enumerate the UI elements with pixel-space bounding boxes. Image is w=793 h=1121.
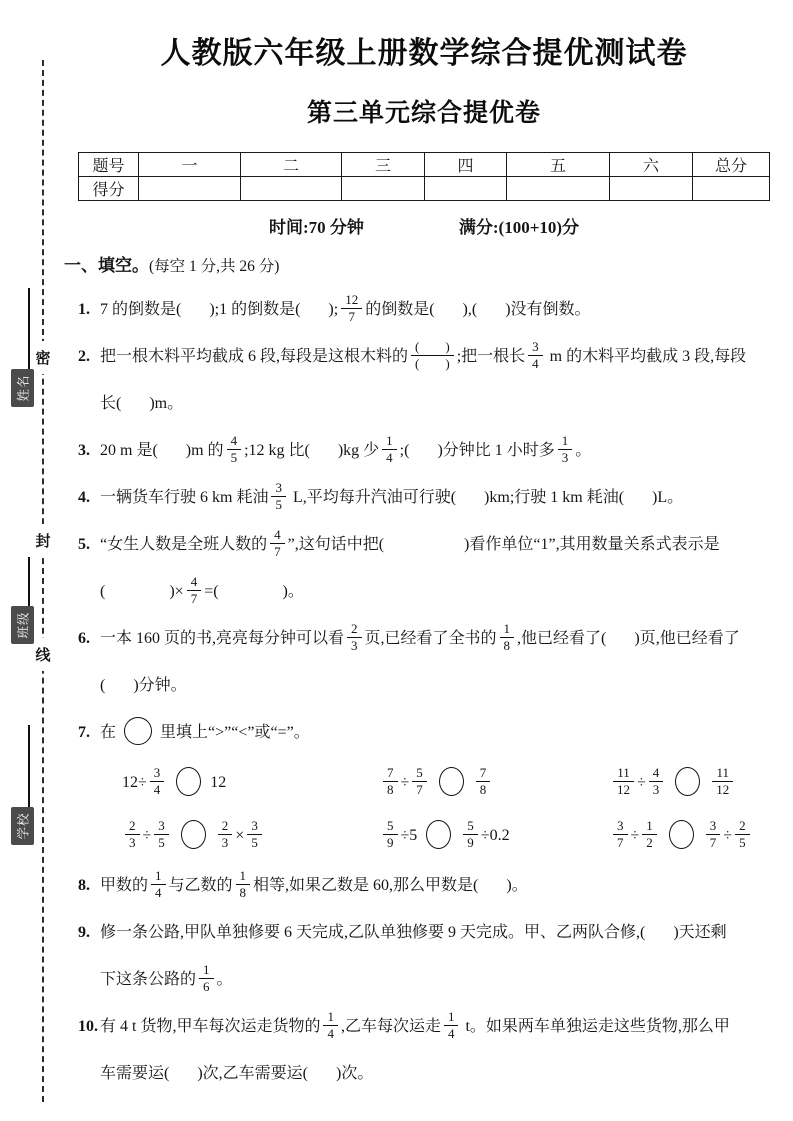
text-run: 车需要运( )次,乙车需要运( )次。: [100, 1065, 374, 1082]
section-note: (每空 1 分,共 26 分): [149, 258, 280, 275]
fraction: $\frac{1}{6}$: [199, 962, 214, 994]
class-writing-line: [28, 557, 30, 607]
text-run: ;( )分钟比 1 小时多: [399, 442, 555, 459]
text-run: ,他已经看了( )页,他已经看了: [517, 630, 740, 647]
score-table-value-row: [79, 177, 770, 201]
question-body: [100, 333, 770, 427]
text-run: 里填上“>”“<”或“=”。: [160, 724, 310, 741]
score-cell-empty: [610, 177, 693, 201]
question-body: [100, 862, 770, 909]
text-run: ”,这句话中把( )看作单位“1”,其用数量关系式表示是: [287, 536, 720, 553]
score-table-header-row: [79, 153, 770, 177]
fraction: $\frac{3}{4}$: [528, 339, 543, 371]
text-run: 一本 160 页的书,亮亮每分钟可以看: [100, 630, 345, 647]
score-table: [78, 152, 770, 201]
text-run: ×: [235, 827, 245, 844]
answer-circle: [124, 717, 152, 745]
school-writing-line: [28, 725, 30, 808]
text-run: ,乙车每次运走: [340, 1018, 441, 1035]
text-run: ( )分钟。: [100, 677, 187, 694]
fraction: $\frac{4}{7}$: [270, 527, 285, 559]
question-number: 2.: [78, 348, 90, 365]
section-title: 一、填空。: [64, 256, 149, 275]
answer-circle: [669, 820, 694, 849]
comparison-cell: [610, 756, 770, 809]
fraction: $\frac{2}{3}$: [218, 818, 233, 850]
question-5: [78, 521, 770, 615]
main-content: [64, 0, 770, 1097]
question-body: [100, 427, 770, 474]
question-number: 6.: [78, 630, 90, 647]
page-title: 人教版六年级上册数学综合提优测试卷: [160, 37, 688, 70]
comparison-cell: [380, 809, 610, 862]
name-label: 姓名: [16, 374, 31, 402]
score-cell-empty: [342, 177, 425, 201]
question-number: 10.: [78, 1018, 98, 1035]
fraction: $\frac{1}{4}$: [382, 433, 397, 465]
fraction: $\frac{( )}{( )}$: [411, 339, 454, 371]
text-run: “女生人数是全班人数的: [100, 536, 268, 553]
fraction: $\frac{3}{5}$: [154, 818, 169, 850]
school-label-box: [11, 807, 34, 845]
question-body: [100, 909, 770, 1003]
seal-char-mi: 密: [34, 341, 52, 374]
fraction: $\frac{1}{8}$: [236, 868, 251, 900]
question-number: 5.: [78, 536, 90, 553]
full-score: 满分:(100+10)分: [458, 218, 580, 237]
text-run: 下这条公路的: [100, 971, 197, 988]
text-run: 长( )m。: [100, 395, 184, 412]
score-header-cell: 四: [425, 153, 507, 177]
fraction: $\frac{11}{12}$: [613, 765, 634, 797]
text-run: L,平均每升汽油可行驶( )km;行驶 1 km 耗油( )L。: [288, 489, 684, 506]
fraction: $\frac{1}{4}$: [444, 1009, 459, 1041]
fraction: $\frac{3}{7}$: [613, 818, 628, 850]
exam-meta: [78, 213, 770, 238]
text-run: ÷: [637, 774, 646, 791]
class-label-box: [11, 606, 34, 644]
comparison-grid: [122, 756, 770, 862]
text-run: =( )。: [204, 583, 304, 600]
score-header-cell: 总分: [693, 153, 770, 177]
text-run: 。: [575, 442, 592, 459]
seal-char-feng: 封: [34, 524, 52, 557]
fraction: $\frac{3}{4}$: [150, 765, 165, 797]
question-6: [78, 615, 770, 709]
text-run: 相等,如果乙数是 60,那么甲数是( )。: [253, 877, 528, 894]
text-run: 12÷: [122, 774, 147, 791]
text-run: 甲数的: [100, 877, 149, 894]
question-body: [100, 474, 770, 521]
question-9: [78, 909, 770, 1003]
fill-in-blank-questions: [78, 286, 770, 1097]
fraction: $\frac{2}{3}$: [125, 818, 140, 850]
fraction: $\frac{1}{4}$: [323, 1009, 338, 1041]
answer-circle: [181, 820, 206, 849]
fraction: $\frac{1}{8}$: [500, 621, 515, 653]
text-run: ;12 kg 比( )kg 少: [244, 442, 380, 459]
text-run: 的倒数是( ),( )没有倒数。: [365, 301, 591, 318]
question-10: [78, 1003, 770, 1097]
seal-dashed-line: [42, 60, 44, 1102]
text-run: ;把一根长: [456, 348, 526, 365]
fraction: $\frac{2}{5}$: [735, 818, 750, 850]
fraction: $\frac{4}{7}$: [187, 574, 202, 606]
fraction: $\frac{7}{8}$: [476, 765, 491, 797]
text-run: ÷5: [400, 827, 418, 844]
fraction: $\frac{3}{5}$: [247, 818, 262, 850]
fraction: $\frac{1}{2}$: [642, 818, 657, 850]
question-body: [100, 286, 770, 333]
text-run: 页,已经看了全书的: [364, 630, 497, 647]
fraction: $\frac{5}{9}$: [383, 818, 398, 850]
text-run: ÷: [400, 774, 410, 791]
name-label-box: [11, 369, 34, 407]
fraction: $\frac{3}{5}$: [271, 480, 286, 512]
text-run: 7 的倒数是( );1 的倒数是( );: [100, 301, 339, 318]
text-run: 有 4 t 货物,甲车每次运走货物的: [100, 1018, 321, 1035]
name-writing-line: [28, 288, 30, 370]
question-body: [100, 521, 770, 615]
seal-char-xian: 线: [34, 638, 52, 671]
text-run: t。如果两车单独运走这些货物,那么甲: [461, 1018, 730, 1035]
text-run: 把一根木料平均截成 6 段,每段是这根木料的: [100, 348, 409, 365]
text-run: 修一条公路,甲队单独修要 6 天完成,乙队单独修要 9 天完成。甲、乙两队合修,( )天还剩: [100, 924, 727, 941]
text-run: 一辆货车行驶 6 km 耗油: [100, 489, 269, 506]
fraction: $\frac{4}{5}$: [227, 433, 242, 465]
score-cell-empty: [139, 177, 241, 201]
text-run: ÷: [630, 827, 640, 844]
answer-circle: [426, 820, 451, 849]
answer-circle: [176, 767, 201, 796]
answer-circle: [439, 767, 464, 796]
question-number: 8.: [78, 877, 90, 894]
fraction: $\frac{7}{8}$: [383, 765, 398, 797]
fraction: $\frac{4}{3}$: [649, 765, 664, 797]
question-number: 1.: [78, 301, 90, 318]
text-run: ÷0.2: [480, 827, 510, 844]
comparison-cell: [122, 809, 380, 862]
question-8: [78, 862, 770, 909]
text-run: 。: [216, 971, 233, 988]
score-cell-empty: [241, 177, 342, 201]
score-header-cell: 二: [241, 153, 342, 177]
text-run: 20 m 是( )m 的: [100, 442, 224, 459]
text-run: 在: [100, 724, 117, 741]
fraction: $\frac{2}{3}$: [347, 621, 362, 653]
text-run: ( )×: [100, 583, 184, 600]
fraction: $\frac{5}{7}$: [412, 765, 427, 797]
score-cell-empty: [507, 177, 610, 201]
text-run: ÷: [142, 827, 152, 844]
question-3: [78, 427, 770, 474]
comparison-cell: [610, 809, 770, 862]
question-2: [78, 333, 770, 427]
fraction: $\frac{11}{12}$: [712, 765, 733, 797]
question-body: [100, 709, 770, 756]
time-limit: 时间:70 分钟: [268, 218, 364, 237]
page-subtitle: 第三单元综合提优卷: [306, 99, 541, 127]
fraction: $\frac{12}{7}$: [341, 292, 362, 324]
fraction: $\frac{5}{9}$: [463, 818, 478, 850]
section-heading: [64, 254, 770, 278]
school-label: 学校: [16, 812, 31, 840]
text-run: ÷: [723, 827, 733, 844]
score-header-cell: 六: [610, 153, 693, 177]
score-cell-empty: [693, 177, 770, 201]
fraction: $\frac{3}{7}$: [706, 818, 721, 850]
score-cell-empty: [425, 177, 507, 201]
question-body: [100, 615, 770, 709]
fraction: $\frac{1}{3}$: [558, 433, 573, 465]
question-number: 4.: [78, 489, 90, 506]
score-row-label: 得分: [79, 177, 139, 201]
question-number: 9.: [78, 924, 90, 941]
comparison-cell: [122, 756, 380, 809]
score-header-cell: 一: [139, 153, 241, 177]
text-run: 与乙数的: [168, 877, 233, 894]
fraction: $\frac{1}{4}$: [151, 868, 166, 900]
question-number: 3.: [78, 442, 90, 459]
question-7: [78, 709, 770, 862]
question-4: [78, 474, 770, 521]
comparison-cell: [380, 756, 610, 809]
text-run: m 的木料平均截成 3 段,每段: [545, 348, 747, 365]
class-label: 班级: [16, 611, 31, 639]
answer-circle: [675, 767, 700, 796]
question-1: [78, 286, 770, 333]
score-header-cell: 题号: [79, 153, 139, 177]
question-body: [100, 1003, 770, 1097]
score-header-cell: 五: [507, 153, 610, 177]
question-number: 7.: [78, 724, 90, 741]
text-run: 12: [210, 774, 227, 791]
score-header-cell: 三: [342, 153, 425, 177]
